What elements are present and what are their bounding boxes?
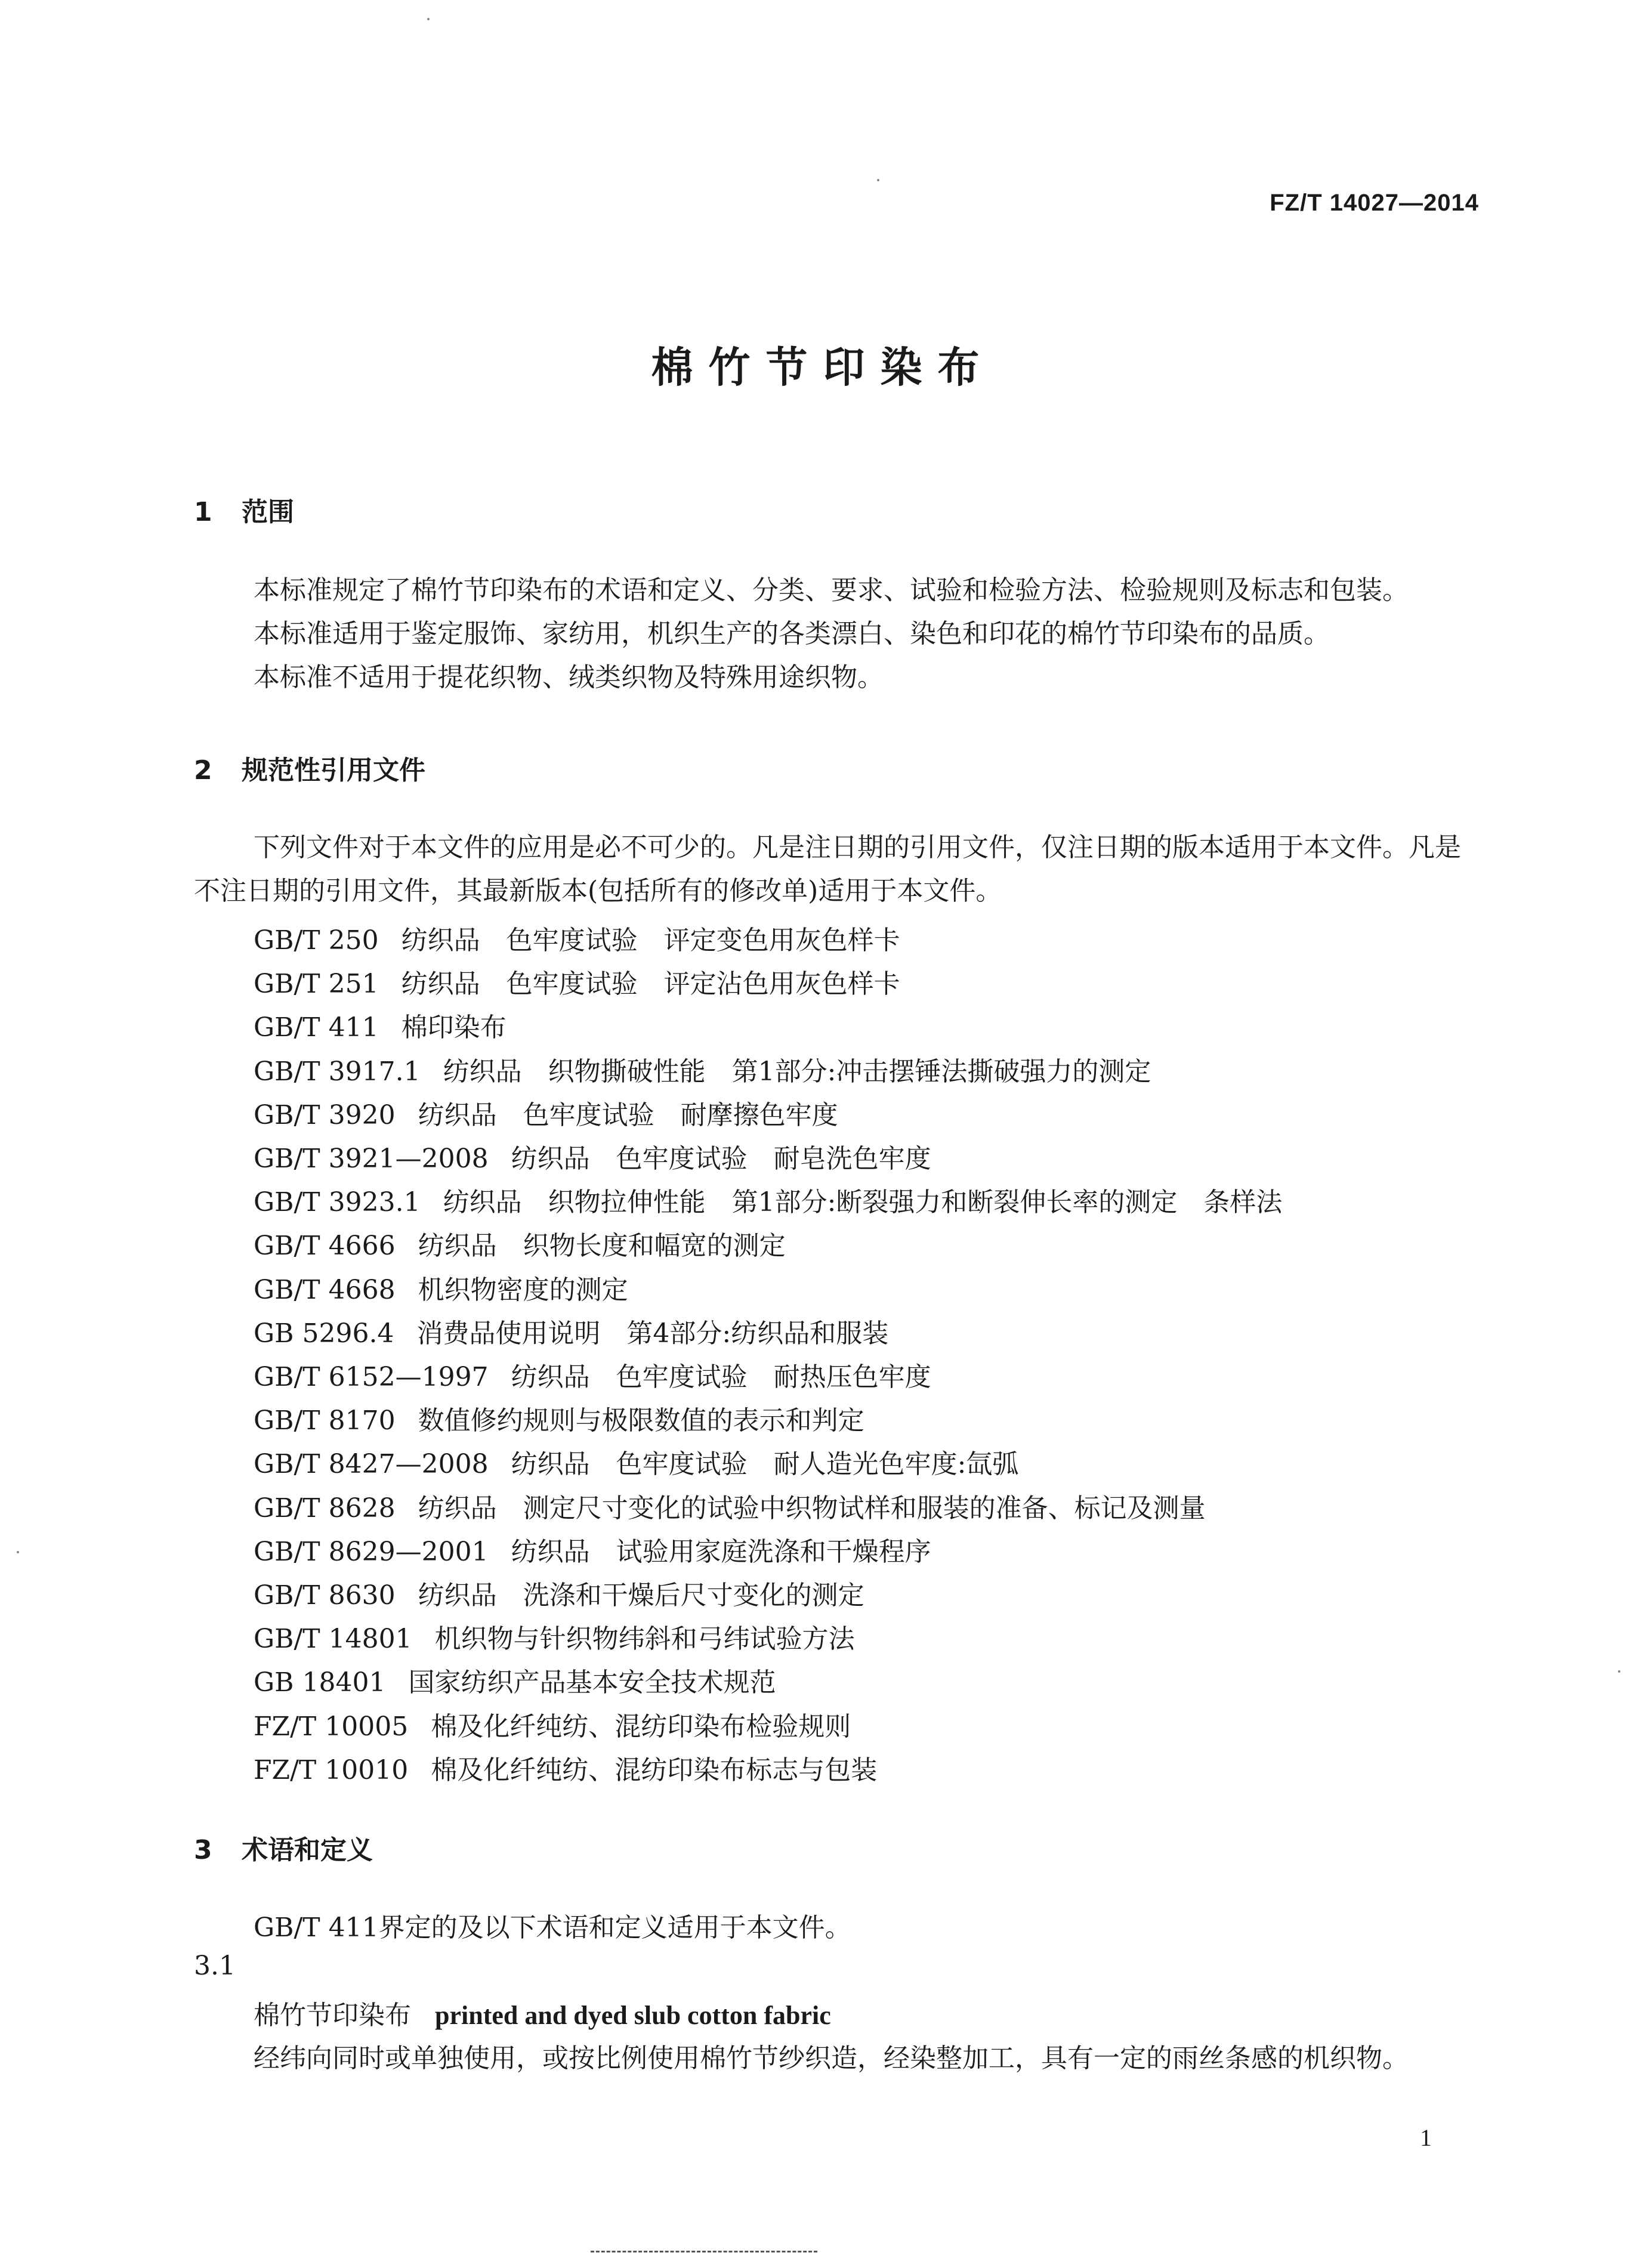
- reference-code: GB/T 4668: [254, 1274, 396, 1305]
- section-heading-scope: [194, 490, 294, 529]
- reference-title: 纺织品 色牢度试验 耐摩擦色牢度: [418, 1099, 838, 1130]
- reference-code: GB/T 6152—1997: [254, 1362, 489, 1393]
- reference-code: GB/T 250: [254, 925, 379, 956]
- reference-item: [254, 962, 1282, 1006]
- reference-code: GB/T 3920: [254, 1099, 396, 1130]
- reference-code: GB/T 8170: [254, 1405, 396, 1436]
- reference-title: 纺织品 色牢度试验 评定变色用灰色样卡: [401, 925, 900, 956]
- normative-intro: 下列文件对于本文件的应用是必不可少的。凡是注日期的引用文件，仅注日期的版本适用于本文件。凡是不注日期的引用文件，其最新版本(包括所有的修改单)适用于本文件。: [194, 832, 1461, 906]
- section-heading-terms: [194, 1828, 373, 1867]
- reference-item: [254, 1487, 1282, 1530]
- reference-code: GB 18401: [254, 1667, 386, 1698]
- reference-code: FZ/T 10010: [254, 1754, 409, 1785]
- section-number: 1: [194, 497, 212, 527]
- reference-item: [254, 1399, 1282, 1442]
- reference-item: [254, 1268, 1282, 1312]
- reference-title: 机织物密度的测定: [418, 1274, 628, 1305]
- reference-title: 数值修约规则与极限数值的表示和判定: [418, 1405, 864, 1436]
- reference-title: 纺织品 织物长度和幅宽的测定: [418, 1231, 786, 1262]
- reference-code: FZ/T 10005: [254, 1711, 409, 1742]
- term-definition: 经纬向同时或单独使用，或按比例使用棉竹节纱织造，经染整加工，具有一定的雨丝条感的机织物。: [254, 2043, 1409, 2074]
- reference-item: [254, 919, 1282, 962]
- reference-item: [254, 1224, 1282, 1268]
- reference-code: GB/T 411: [254, 1012, 379, 1043]
- reference-code: GB/T 8427—2008: [254, 1449, 489, 1480]
- document-title: 棉竹节印染布: [651, 343, 995, 392]
- reference-title: 纺织品 色牢度试验 耐皂洗色牢度: [511, 1144, 931, 1175]
- reference-code: GB/T 8628: [254, 1493, 396, 1524]
- reference-title: 棉及化纤纯纺、混纺印染布检验规则: [431, 1711, 851, 1742]
- scan-speck: [17, 1551, 19, 1553]
- scope-paragraph-2: 本标准适用于鉴定服饰、家纺用，机织生产的各类漂白、染色和印花的棉竹节印染布的品质。: [254, 619, 1330, 649]
- reference-title: 纺织品 色牢度试验 耐热压色牢度: [511, 1362, 931, 1393]
- reference-title: 机织物与针织物纬斜和弓纬试验方法: [434, 1624, 855, 1655]
- reference-title: 纺织品 测定尺寸变化的试验中织物试样和服装的准备、标记及测量: [418, 1493, 1206, 1524]
- scan-speck: [427, 18, 430, 20]
- scan-artifact-line: [591, 2251, 817, 2252]
- reference-item: [254, 1530, 1282, 1574]
- reference-item: [254, 1617, 1282, 1661]
- reference-code: GB/T 4666: [254, 1231, 396, 1262]
- scope-paragraph-1: 本标准规定了棉竹节印染布的术语和定义、分类、要求、试验和检验方法、检验规则及标志和包装。: [254, 575, 1409, 605]
- term-chinese: 棉竹节印染布: [254, 2000, 411, 2031]
- reference-title: 棉印染布: [401, 1012, 507, 1043]
- section-number: 3: [194, 1835, 212, 1865]
- reference-title: 纺织品 试验用家庭洗涤和干燥程序: [511, 1536, 931, 1567]
- reference-item: [254, 1574, 1282, 1617]
- reference-code: GB/T 14801: [254, 1624, 412, 1655]
- page-number: 1: [1420, 2124, 1432, 2151]
- term-heading: [254, 1994, 831, 2032]
- section-title: 范围: [242, 497, 294, 527]
- term-english: printed and dyed slub cotton fabric: [435, 2001, 831, 2030]
- reference-item: [254, 1355, 1282, 1399]
- reference-item: [254, 1748, 1282, 1792]
- reference-item: [254, 1661, 1282, 1704]
- reference-item: [254, 1050, 1282, 1093]
- reference-code: GB 5296.4: [254, 1318, 394, 1349]
- reference-item: [254, 1137, 1282, 1181]
- reference-item: [254, 1093, 1282, 1137]
- reference-code: GB/T 3917.1: [254, 1056, 421, 1087]
- scan-speck: [877, 179, 879, 181]
- terms-intro: GB/T 411界定的及以下术语和定义适用于本文件。: [254, 1912, 851, 1943]
- section-heading-normative: [194, 749, 425, 787]
- reference-code: GB/T 8629—2001: [254, 1536, 489, 1567]
- reference-item: [254, 1312, 1282, 1355]
- reference-item: [254, 1705, 1282, 1748]
- reference-title: 国家纺织产品基本安全技术规范: [408, 1667, 776, 1698]
- reference-item: [254, 1442, 1282, 1486]
- reference-code: GB/T 3921—2008: [254, 1144, 489, 1175]
- standard-number: FZ/T 14027—2014: [1270, 190, 1479, 216]
- reference-title: 纺织品 色牢度试验 评定沾色用灰色样卡: [401, 969, 900, 1000]
- reference-code: GB/T 251: [254, 969, 379, 1000]
- reference-item: [254, 1006, 1282, 1049]
- reference-title: 纺织品 织物拉伸性能 第1部分:断裂强力和断裂伸长率的测定 条样法: [443, 1187, 1283, 1218]
- reference-title: 纺织品 色牢度试验 耐人造光色牢度:氙弧: [511, 1449, 1019, 1480]
- reference-title: 消费品使用说明 第4部分:纺织品和服装: [416, 1318, 889, 1349]
- term-number: 3.1: [194, 1951, 236, 1981]
- section-number: 2: [194, 755, 212, 786]
- section-title: 规范性引用文件: [242, 755, 425, 786]
- reference-item: [254, 1181, 1282, 1224]
- scan-speck: [1618, 1670, 1620, 1673]
- reference-title: 纺织品 织物撕破性能 第1部分:冲击摆锤法撕破强力的测定: [443, 1056, 1151, 1087]
- scope-paragraph-3: 本标准不适用于提花织物、绒类织物及特殊用途织物。: [254, 662, 884, 693]
- reference-title: 纺织品 洗涤和干燥后尺寸变化的测定: [418, 1580, 864, 1611]
- reference-title: 棉及化纤纯纺、混纺印染布标志与包装: [431, 1754, 878, 1785]
- reference-code: GB/T 3923.1: [254, 1187, 421, 1218]
- section-title: 术语和定义: [242, 1835, 373, 1865]
- reference-code: GB/T 8630: [254, 1580, 396, 1611]
- reference-list: [254, 919, 1282, 1792]
